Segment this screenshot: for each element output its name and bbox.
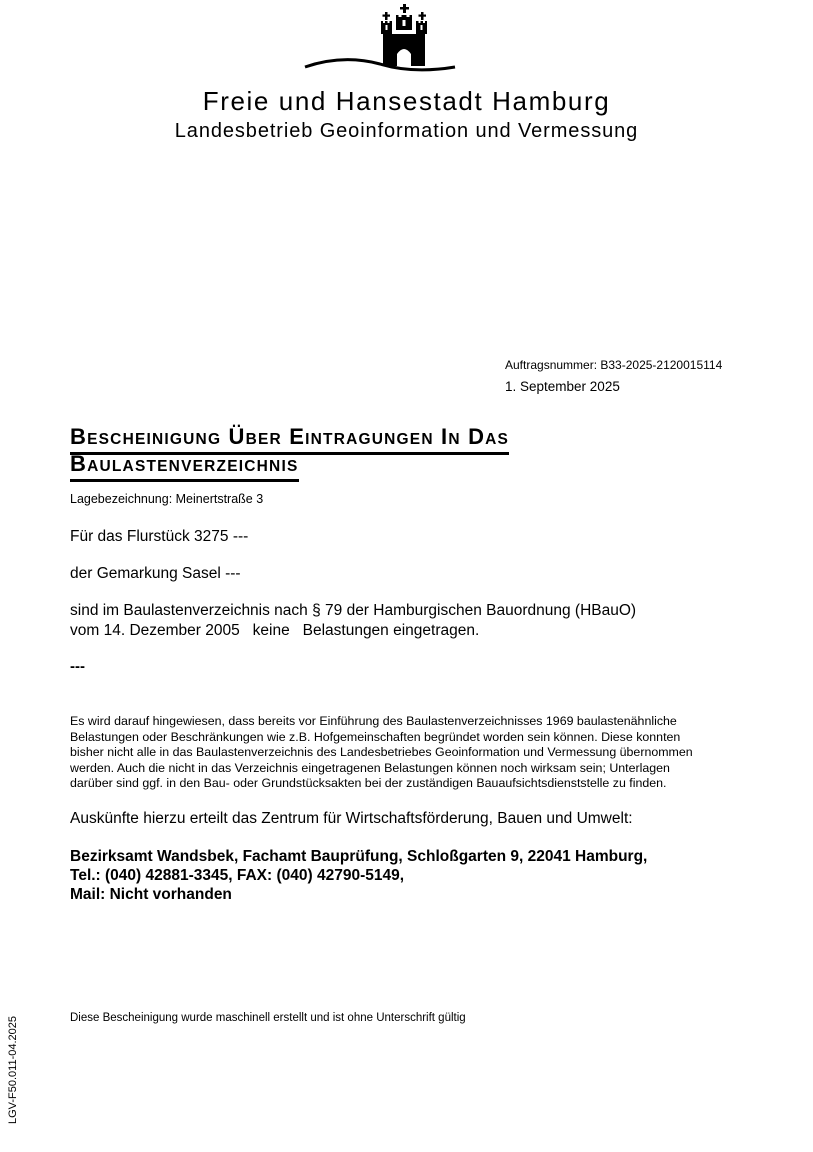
order-number: Auftragsnummer: B33-2025-2120015114 (505, 358, 723, 372)
organization-subtitle: Landesbetrieb Geoinformation und Vermessung (174, 120, 639, 142)
notice-line: bisher nicht alle in das Baulastenverzeichnis des Landesbetriebes Geoinformation und Vermessung übernommen (70, 745, 693, 760)
heading-word: BAULASTENVERZEICHNIS (70, 451, 299, 476)
parcel-statement: Für das Flurstück 3275 --- (70, 528, 249, 545)
registry-statement-line2: vom 14. Dezember 2005 keine Belastungen eingetragen. (70, 622, 480, 639)
district-statement: der Gemarkung Sasel --- (70, 565, 241, 582)
contact-mail: Mail: Nicht vorhanden (70, 886, 232, 903)
contact-phone-fax: Tel.: (040) 42881-3345, FAX: (040) 42790-5149, (70, 867, 405, 884)
footer-note: Diese Bescheinigung wurde maschinell erstellt und ist ohne Unterschrift gültig (70, 1012, 466, 1024)
notice-line: darüber sind ggf. in den Bau- oder Grundstücksakten bei der zuständigen Bauaufsichtsdienststelle zu finden. (70, 776, 667, 791)
organization-title: Freie und Hansestadt Hamburg (202, 86, 611, 116)
heading-word: BESCHEINIGUNG (70, 424, 222, 449)
heading-word: EINTRAGUNGEN (289, 424, 434, 449)
contact-address: Bezirksamt Wandsbek, Fachamt Bauprüfung, Schloßgarten 9, 22041 Hamburg, (70, 848, 648, 865)
information-intro: Auskünfte hierzu erteilt das Zentrum für Wirtschaftsförderung, Bauen und Umwelt: (70, 810, 633, 827)
document-date: 1. September 2025 (505, 379, 620, 394)
notice-line: werden. Auch die nicht in das Verzeichnis eingetragenen Belastungen können noch wirksam sein; Unterlagen (70, 760, 670, 775)
document-heading-line2 (70, 452, 299, 482)
heading-word: ÜBER (228, 424, 282, 449)
heading-word: IN (441, 424, 461, 449)
notice-line: Es wird darauf hingewiesen, dass bereits vor Einführung des Baulastenverzeichnisses 1969 baulastenähnliche (70, 714, 677, 728)
form-identifier: LGV-F50.011-04.2025 (7, 1015, 19, 1125)
notice-line: Belastungen oder Beschränkungen wie z.B. Hofgemeinschaften begründet worden sein können. Diese konnten (70, 729, 681, 744)
legal-notice (70, 714, 750, 792)
location-designation: Lagebezeichnung: Meinertstraße 3 (70, 492, 264, 506)
heading-word: DAS (468, 424, 510, 449)
registry-statement-line1: sind im Baulastenverzeichnis nach § 79 der Hamburgischen Bauordnung (HBauO) (70, 602, 637, 619)
hamburg-castle-logo (303, 4, 457, 74)
separator-dashes: --- (70, 658, 85, 675)
